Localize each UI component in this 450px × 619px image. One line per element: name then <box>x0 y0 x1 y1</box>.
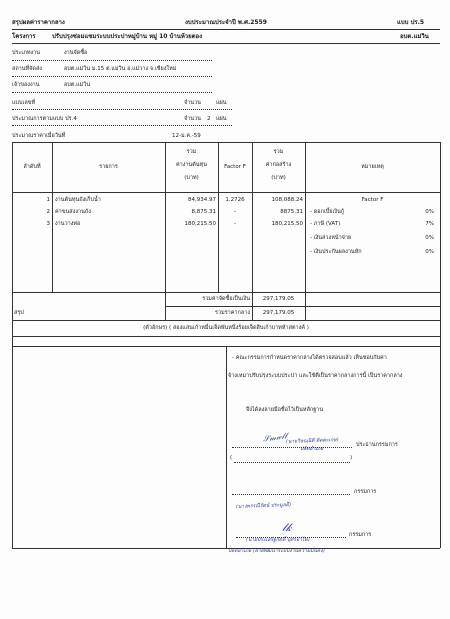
estimate-label: ประมาณการตามแบบ ปร.4 <box>12 116 77 122</box>
doc-budget-year: งบประมาณประจำปี พ.ศ.2559 <box>185 19 267 26</box>
row-3-cost: 180,215.50 <box>184 221 216 227</box>
signature-member: 𝓁𝓀 <box>282 521 292 534</box>
col-header-factor: Factor F <box>224 164 246 170</box>
row-1-no: 1 <box>46 197 50 203</box>
row-2-no: 2 <box>46 209 50 215</box>
median-value: 297,179.05 <box>262 310 295 316</box>
median-label: รวมราคากลาง <box>215 310 250 316</box>
estimate-count: 2 <box>207 116 211 122</box>
sig1-paren-open: ( <box>230 455 233 461</box>
estimate-sheet-unit: แผ่น <box>216 116 227 122</box>
table-header-rule <box>12 192 440 193</box>
committee-para-1: - คณะกรรมการกำหนดราคากลางได้ตรวจสอบแล้ว เห็นชอบกับค่า <box>232 355 387 361</box>
agency-value: งานจัดซื้อ <box>64 50 88 56</box>
note-3-label: - เงินล่วงหน้าจ่าย <box>310 235 352 241</box>
chair-role: ประธานกรรมการ <box>356 442 398 448</box>
row-1-factor: 1.2726 <box>225 197 245 203</box>
col-item-divider <box>165 142 166 320</box>
agency-label: ประเภทงาน <box>12 50 41 56</box>
estimate-rule <box>12 125 232 126</box>
project-label: โครงการ <box>12 33 36 40</box>
location-label: สถานที่จัดส่ง <box>12 66 42 72</box>
note-1-value: 0% <box>425 209 434 215</box>
owner-rule <box>12 92 212 93</box>
note-4-label: - เงินประกันผลงานหัก <box>310 249 362 255</box>
sig2-line <box>232 494 350 495</box>
org-right: อบต.แม่วิน <box>400 33 429 40</box>
row-3-item: งานวางท่อ <box>55 221 81 227</box>
row-2-item: ค่าขนส่งงานถัง <box>55 209 91 215</box>
plan-label: แบบเลขที่ <box>12 100 36 106</box>
row-3-no: 3 <box>46 221 50 227</box>
table-top-rule <box>12 142 440 143</box>
plan-count-label: จำนวน <box>184 100 201 106</box>
plan-sheet-unit: แผ่น <box>216 100 227 106</box>
col-header-cost-2: ค่างานต้นทุน <box>175 162 208 168</box>
location-rule <box>12 76 212 77</box>
row-1-cost: 84,934.97 <box>188 197 216 203</box>
sig2-name: (นางพรรณีรัตน์ ประมูลดี) <box>235 502 292 510</box>
note-2-value: 7% <box>425 221 434 227</box>
col-header-item: รายการ <box>99 164 118 170</box>
note-3-value: 0% <box>425 235 434 241</box>
row-1-build: 108,088.24 <box>271 197 303 203</box>
table-bottom-rule <box>12 548 440 549</box>
sig1-name: (นายวิษณุนิติ ติดตะเกษ) <box>285 437 339 445</box>
col-header-cost-3: (บาท) <box>184 175 199 181</box>
table-words-rule <box>12 336 440 337</box>
project-rule <box>12 43 440 44</box>
price-date: 12-ม.ค.-59 <box>172 133 201 139</box>
committee-para-2: จ้างเหมาปรับปรุงระบบประปา และใช้ตีเป็นราคากลางการนี้ เป็นราคากลาง <box>228 373 403 379</box>
total-label: รวมค่าจัดซื้อเป็นเงิน <box>202 296 250 302</box>
committee-sign-intro: จึงได้ลงลายมือชื่อไว้เป็นหลักฐาน <box>246 407 324 413</box>
committee-divider <box>226 346 227 548</box>
table-body-end-rule <box>12 292 440 293</box>
owner-value: อบต.แม่วิน <box>64 82 91 88</box>
project-value: ปรับปรุงซ่อมแซมระบบประปาหมู่บ้าน หมู่ 10 บ้านห้วยตอง <box>52 33 203 40</box>
sig1-name-line <box>234 462 350 463</box>
row-1-item: งานต้นทุนถังเก็บน้ำ <box>55 197 101 203</box>
col-header-cost-1: รวม <box>186 149 197 155</box>
row-3-build: 180,215.50 <box>271 221 303 227</box>
agency-rule <box>12 60 212 61</box>
note-1-label: - ดอกเบี้ยเงินกู้ <box>310 209 345 215</box>
sig3-name: (นายประเสริฐกิตติ์ บุตรอำไพ) <box>246 537 310 543</box>
sig1-title: ปลัดอำเภอ <box>300 446 324 452</box>
col-header-build-1: รวม <box>273 149 284 155</box>
summary-label: สรุป <box>14 310 24 316</box>
signature-chair: 𝒮𝓂𝓌𝓁𝓁 <box>262 431 288 444</box>
sig1-line <box>232 447 352 448</box>
col-header-build-2: ค่าก่อสร้าง <box>265 162 292 168</box>
row-3-factor: - <box>234 221 236 227</box>
sig1-paren-close: ) <box>350 455 353 461</box>
doc-form-code: แบบ ปร.5 <box>397 19 425 26</box>
table-total-rule <box>165 306 440 307</box>
total-value: 297,179.05 <box>262 296 295 302</box>
note-4-value: 0% <box>425 249 434 255</box>
doc-summary-title: สรุปผลค่าราคากลาง <box>12 19 65 26</box>
plan-rule <box>12 109 232 110</box>
col-header-note: หมายเหตุ <box>361 164 384 170</box>
location-value: อบต.แม่วิน ม.15 ต.แม่วิน อ.แม่วาง จ.เชียงใหม่ <box>64 66 177 72</box>
table-median-rule <box>12 320 440 321</box>
member-role: กรรมการ <box>354 489 377 495</box>
note-2-label: - ภาษี (VAT) <box>310 221 341 227</box>
member2-role: กรรมการ <box>349 532 372 538</box>
sig3-title: ปลัดอำเภอ (ฝ่ายพัฒนาระบบงานความมั่นคง) <box>228 548 325 554</box>
estimate-count-label: จำนวน <box>184 116 201 122</box>
col-header-no: ลำดับที่ <box>23 164 41 170</box>
owner-label: เจ้าของงาน <box>12 82 40 88</box>
table-right-border <box>440 142 441 548</box>
col-header-build-3: (บาท) <box>271 175 286 181</box>
row-2-cost: 8,875.31 <box>191 209 216 215</box>
header-rule <box>12 29 440 30</box>
row-2-build: 8875.31 <box>280 209 303 215</box>
notes-title: Factor F <box>361 197 384 203</box>
row-2-factor: - <box>234 209 236 215</box>
total-in-words: (ตัวอักษร) ( สองแสนเก้าหมื่นเจ็ดพันหนึ่งร้อยเจ็ดสิบเก้าบาทห้าสตางค์ ) <box>143 325 309 331</box>
col-factor-divider <box>252 142 253 320</box>
price-date-label: ประมาณราคาเมื่อวันที่ <box>12 133 66 139</box>
